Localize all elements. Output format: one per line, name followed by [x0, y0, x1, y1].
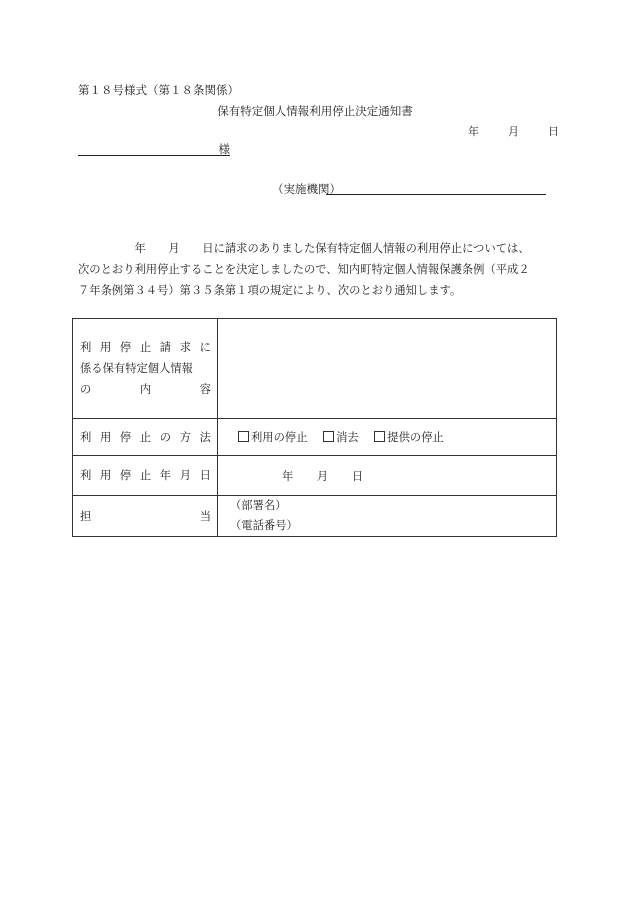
label-request-content: [73, 319, 218, 419]
checkbox-erase[interactable]: [323, 431, 334, 442]
label-request-content-line-1-char: 利: [80, 341, 92, 354]
notice-body: [78, 238, 556, 301]
table-row-contact: [73, 496, 557, 537]
label-request-content-line-3-char: 容: [199, 383, 211, 396]
document-title: 保有特定個人情報利用停止決定通知書: [217, 104, 413, 118]
field-contact[interactable]: [218, 496, 557, 537]
label-request-content-line-2: [80, 358, 211, 379]
label-request-content-line-3: [80, 379, 211, 400]
label-contact-char: 担: [80, 509, 92, 523]
label-request-content-line-1-char: 請: [159, 341, 172, 354]
issue-date-month: 月: [508, 125, 519, 138]
checkbox-stop-use[interactable]: [238, 431, 249, 442]
field-request-content[interactable]: [218, 319, 557, 419]
agency-label: （実施機関）: [272, 182, 341, 196]
issue-date-year: 年: [468, 125, 479, 138]
field-method: [218, 419, 557, 456]
recipient-honorific: 様: [218, 142, 230, 156]
label-request-content-line-1-char: 停: [119, 341, 132, 354]
label-method-char: 方: [179, 430, 191, 444]
label-date-char: 月: [179, 469, 191, 482]
label-method-text: [80, 427, 211, 448]
label-method-char: 用: [99, 430, 112, 444]
label-date-char: 用: [99, 469, 112, 482]
label-method-char: の: [159, 430, 172, 444]
field-date[interactable]: [218, 456, 557, 496]
option-erase-label: 消去: [336, 431, 359, 444]
label-contact: [73, 496, 218, 537]
form-number: 第１８号様式（第１８条関係）: [78, 83, 239, 97]
label-request-content-line-1: [80, 337, 211, 358]
field-date-year: 年: [282, 469, 294, 483]
label-request-content-line-2-text: 係る保有特定個人情報: [80, 362, 193, 375]
label-contact-char: 当: [199, 509, 211, 523]
label-date-char: 日: [199, 469, 211, 482]
label-request-content-line-3-char: 内: [139, 383, 152, 396]
option-erase[interactable]: [323, 431, 359, 444]
label-method-char: 停: [119, 430, 132, 444]
suspension-info-table: [72, 318, 557, 537]
checkbox-stop-provision[interactable]: [374, 431, 385, 442]
label-request-content-line-3-char: の: [80, 383, 92, 396]
table-row-method: [73, 419, 557, 456]
field-date-day: 日: [351, 469, 364, 483]
label-contact-text: [80, 506, 211, 527]
option-stop-provision-label: 提供の停止: [387, 431, 444, 444]
recipient-name-line: [78, 141, 230, 156]
label-request-content-line-1-char: 求: [179, 341, 191, 354]
notice-body-line-1: 年 月 日に請求のありました保有特定個人情報の利用停止については、: [78, 242, 530, 255]
label-request-content-line-1-char: 止: [139, 341, 152, 354]
label-date: [73, 456, 218, 496]
label-method-char: 止: [139, 430, 152, 444]
notice-body-line-2: 次のとおり利用停止することを決定しましたので、知内町特定個人情報保護条例（平成２: [78, 263, 530, 276]
table-row-date: [73, 456, 557, 496]
label-method: [73, 419, 218, 456]
label-request-content-line-1-char: 用: [99, 341, 112, 354]
label-date-text: [80, 465, 211, 486]
label-date-char: 利: [80, 469, 92, 482]
label-method-char: 法: [199, 430, 211, 444]
field-contact-phone: （電話番号）: [230, 519, 298, 532]
table-row-content: [73, 319, 557, 419]
label-request-content-line-1-char: に: [199, 341, 211, 354]
label-date-char: 止: [139, 469, 152, 482]
field-contact-dept: （部署名）: [230, 499, 287, 512]
option-stop-use-label: 利用の停止: [251, 431, 308, 444]
label-date-char: 年: [159, 469, 172, 482]
option-stop-provision[interactable]: [374, 431, 444, 444]
label-method-char: 利: [80, 430, 92, 444]
option-stop-use[interactable]: [238, 431, 308, 444]
issue-date: [468, 123, 559, 139]
issue-date-day: 日: [548, 125, 559, 138]
notice-body-line-3: ７年条例第３４号）第３５条第１項の規定により、次のとおり通知します。: [78, 284, 462, 297]
field-date-month: 月: [316, 469, 329, 483]
agency-name-line: [326, 193, 546, 195]
label-date-char: 停: [119, 469, 132, 482]
